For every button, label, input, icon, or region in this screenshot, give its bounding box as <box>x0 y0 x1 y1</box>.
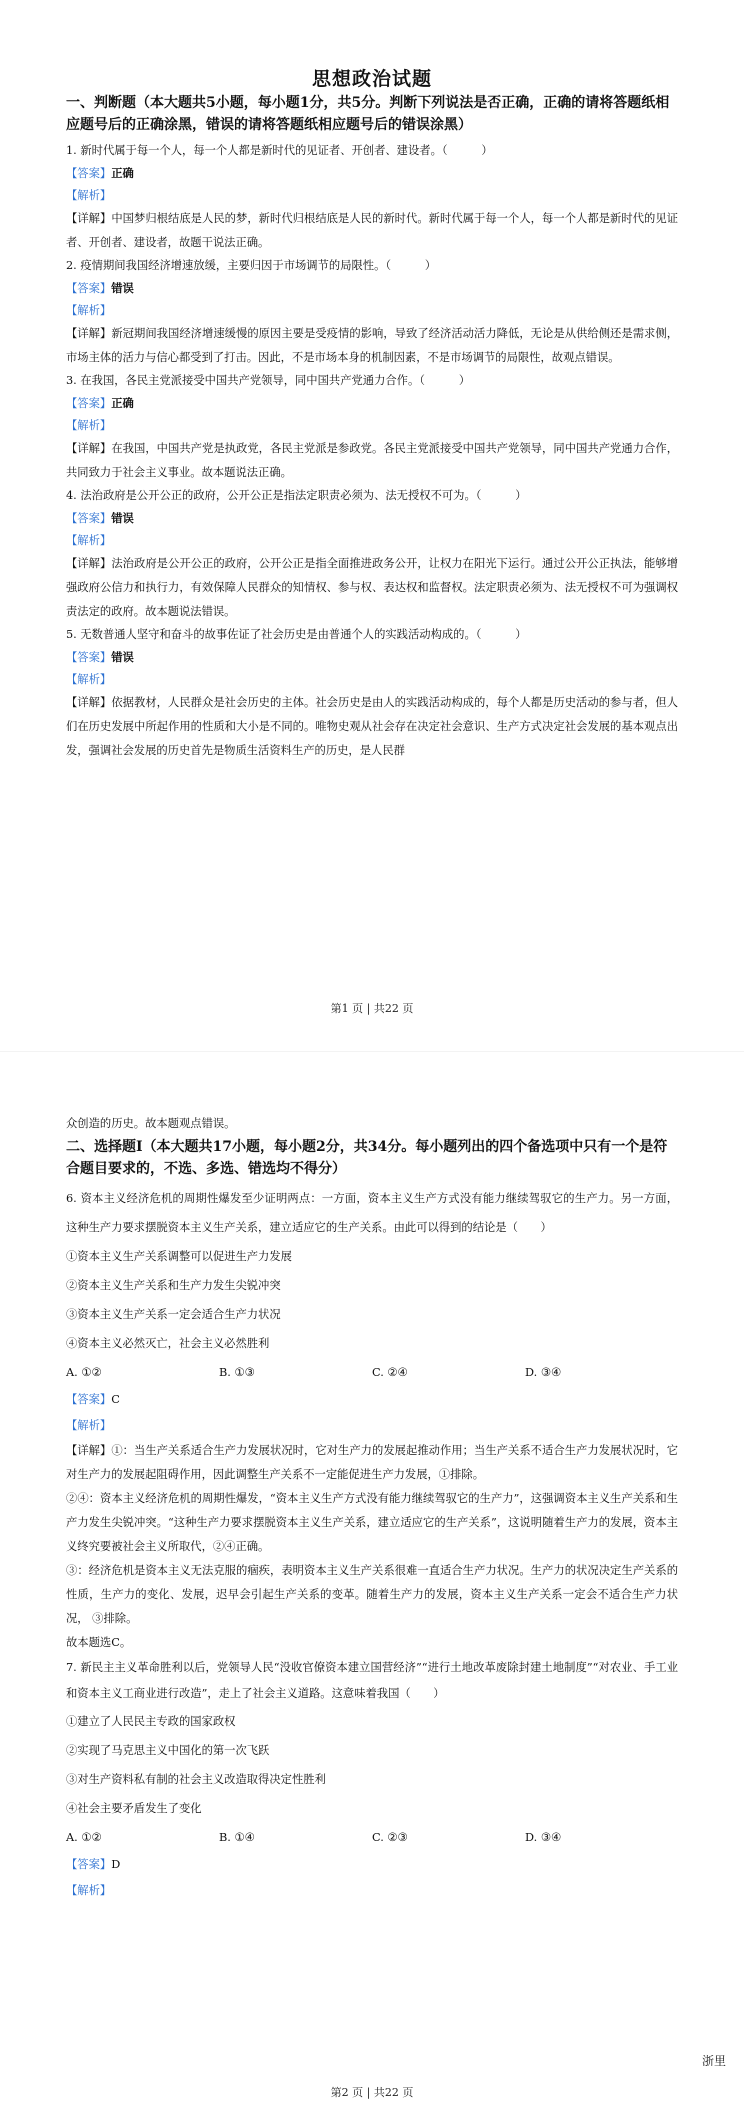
choice-a: A. ①② <box>66 1831 102 1844</box>
option-item: ④社会主要矛盾发生了变化 <box>66 1802 202 1815</box>
choices-7 <box>66 1823 678 1852</box>
analysis-tag: 【解析】 <box>66 673 112 686</box>
analysis-tag: 【解析】 <box>66 1419 112 1432</box>
corner-watermark: 浙里 <box>701 2054 726 2068</box>
question-4: 4. 法治政府是公开公正的政府，公开公正是指法定职责必须为、法无授权不可为。（ ） <box>66 489 527 502</box>
option-item: ③对生产资料私有制的社会主义改造取得决定性胜利 <box>66 1773 326 1786</box>
choice-c: C. ②③ <box>372 1831 408 1844</box>
option-item: ①建立了人民民主专政的国家政权 <box>66 1715 236 1728</box>
choices-6 <box>66 1358 678 1387</box>
detail-6-part-3: ③：经济危机是资本主义无法克服的痼疾，表明资本主义生产关系很难一直适合生产力状况。生产力的状况决定生产关系的性质，生产力的变化、发展，迟早会引起生产关系的变革。随着生产力的发展，资本主义生产关系一定会不适合生产力状况， ③排除。 <box>66 1564 678 1625</box>
answer-7 <box>66 1852 678 1878</box>
analysis-tag: 【解析】 <box>66 304 112 317</box>
answer-2 <box>66 277 678 300</box>
answer-value: 正确 <box>111 166 134 180</box>
option-item: ④资本主义必然灭亡，社会主义必然胜利 <box>66 1337 270 1350</box>
page-footer: 第2 页 | 共22 页 <box>330 2086 414 2099</box>
answer-tag: 【答案】 <box>66 167 112 180</box>
option-item: ③资本主义生产关系一定会适合生产力状况 <box>66 1308 281 1321</box>
answer-value: D <box>111 1858 121 1871</box>
answer-tag: 【答案】 <box>66 1858 112 1871</box>
answer-value: 正确 <box>111 396 134 410</box>
answer-tag: 【答案】 <box>66 1393 112 1406</box>
option-item: ②资本主义生产关系和生产力发生尖锐冲突 <box>66 1279 281 1292</box>
answer-value: 错误 <box>111 511 134 525</box>
answer-value: 错误 <box>111 650 134 664</box>
choice-c: C. ②④ <box>372 1366 408 1379</box>
page-2 <box>0 1052 744 2104</box>
detail-6-part-2: ②④：资本主义经济危机的周期性爆发，“资本主义生产方式没有能力继续驾驭它的生产力”，这强调资本主义生产关系和生产力发生尖锐冲突。“这种生产力要求摆脱资本主义生产关系，建立适应它的生产关系”，这说明随着生产力的发展，资本主义终究要被社会主义所取代，②④正确。 <box>66 1492 678 1553</box>
analysis-tag: 【解析】 <box>66 534 112 547</box>
answer-3 <box>66 392 678 415</box>
question-3: 3. 在我国，各民主党派接受中国共产党领导，同中国共产党通力合作。（ ） <box>66 374 471 387</box>
analysis-tag: 【解析】 <box>66 419 112 432</box>
answer-tag: 【答案】 <box>66 512 112 525</box>
detail-4: 【详解】法治政府是公开公正的政府，公开公正是指全面推进政务公开，让权力在阳光下运行。通过公开公正执法，能够增强政府公信力和执行力，有效保障人民群众的知情权、参与权、表达权和监督权。法定职责必须为、法无授权不可为强调权责法定的政府。故本题说法错误。 <box>66 557 678 618</box>
section-1-heading: 一、判断题（本大题共5小题，每小题1分，共5分。判断下列说法是否正确，正确的请将答题纸相应题号后的正确涂黑，错误的请将答题纸相应题号后的错误涂黑） <box>66 95 670 133</box>
detail-1: 【详解】中国梦归根结底是人民的梦，新时代归根结底是人民的新时代。新时代属于每一个人，每一个人都是新时代的见证者、开创者、建设者，故题干说法正确。 <box>66 212 678 249</box>
question-2: 2. 疫情期间我国经济增速放缓，主要归因于市场调节的局限性。（ ） <box>66 259 437 272</box>
choice-b: B. ①④ <box>219 1831 255 1844</box>
choice-b: B. ①③ <box>219 1366 255 1379</box>
detail-6-part-1: 【详解】①：当生产关系适合生产力发展状况时，它对生产力的发展起推动作用；当生产关系不适合生产力发展状况时，它对生产力的发展起阻碍作用，因此调整生产关系不一定能促进生产力发展，①排除。 <box>66 1444 678 1481</box>
option-item: ①资本主义生产关系调整可以促进生产力发展 <box>66 1250 292 1263</box>
page-2-content <box>66 1112 678 1904</box>
option-item: ②实现了马克思主义中国化的第一次飞跃 <box>66 1744 270 1757</box>
question-6: 6. 资本主义经济危机的周期性爆发至少证明两点：一方面，资本主义生产方式没有能力继续驾驭它的生产力。另一方面，这种生产力要求摆脱资本主义生产关系，建立适应它的生产关系。由此可以得到的结论是（ ） <box>66 1192 678 1234</box>
detail-2: 【详解】新冠期间我国经济增速缓慢的原因主要是受疫情的影响，导致了经济活动活力降低，无论是从供给侧还是需求侧，市场主体的活力与信心都受到了打击。因此，不是市场本身的机制因素，不是市场调节的局限性，故观点错误。 <box>66 327 678 364</box>
detail-3: 【详解】在我国，中国共产党是执政党，各民主党派是参政党。各民主党派接受中国共产党领导，同中国共产党通力合作，共同致力于社会主义事业。故本题说法正确。 <box>66 442 678 479</box>
question-7: 7. 新民主主义革命胜利以后，党领导人民“没收官僚资本建立国营经济”“进行土地改革废除封建土地制度”“对农业、手工业和资本主义工商业进行改造”，走上了社会主义道路。这意味着我国（ ） <box>66 1661 678 1700</box>
question-5: 5. 无数普通人坚守和奋斗的故事佐证了社会历史是由普通个人的实践活动构成的。（ ） <box>66 628 527 641</box>
analysis-tag: 【解析】 <box>66 189 112 202</box>
answer-4 <box>66 507 678 530</box>
page-footer: 第1 页 | 共22 页 <box>330 1002 414 1015</box>
question-1: 1. 新时代属于每一个人，每一个人都是新时代的见证者、开创者、建设者。（ ） <box>66 144 493 157</box>
answer-6 <box>66 1387 678 1413</box>
choice-d: D. ③④ <box>525 1831 562 1844</box>
answer-value: 错误 <box>111 281 134 295</box>
analysis-tag: 【解析】 <box>66 1884 112 1897</box>
choice-d: D. ③④ <box>525 1366 562 1379</box>
answer-tag: 【答案】 <box>66 282 112 295</box>
answer-tag: 【答案】 <box>66 651 112 664</box>
choice-a: A. ①② <box>66 1366 102 1379</box>
answer-5 <box>66 646 678 669</box>
answer-tag: 【答案】 <box>66 397 112 410</box>
page-1-content <box>66 66 678 763</box>
answer-value: C <box>111 1393 120 1406</box>
detail-6-conclusion: 故本题选C。 <box>66 1636 132 1649</box>
doc-title: 思想政治试题 <box>311 68 432 90</box>
detail-5-continued: 众创造的历史。故本题观点错误。 <box>66 1117 236 1130</box>
answer-1 <box>66 162 678 185</box>
detail-5: 【详解】依据教材，人民群众是社会历史的主体。社会历史是由人的实践活动构成的，每个人都是历史活动的参与者，但人们在历史发展中所起作用的性质和大小是不同的。唯物史观从社会存在决定社会意识、生产方式决定社会发展的基本观点出发，强调社会发展的历史首先是物质生活资料生产的历史，是人民群 <box>66 696 678 757</box>
section-2-heading: 二、选择题Ⅰ（本大题共17小题，每小题2分，共34分。每小题列出的四个备选项中只有一个是符合题目要求的，不选、多选、错选均不得分） <box>66 1139 668 1177</box>
